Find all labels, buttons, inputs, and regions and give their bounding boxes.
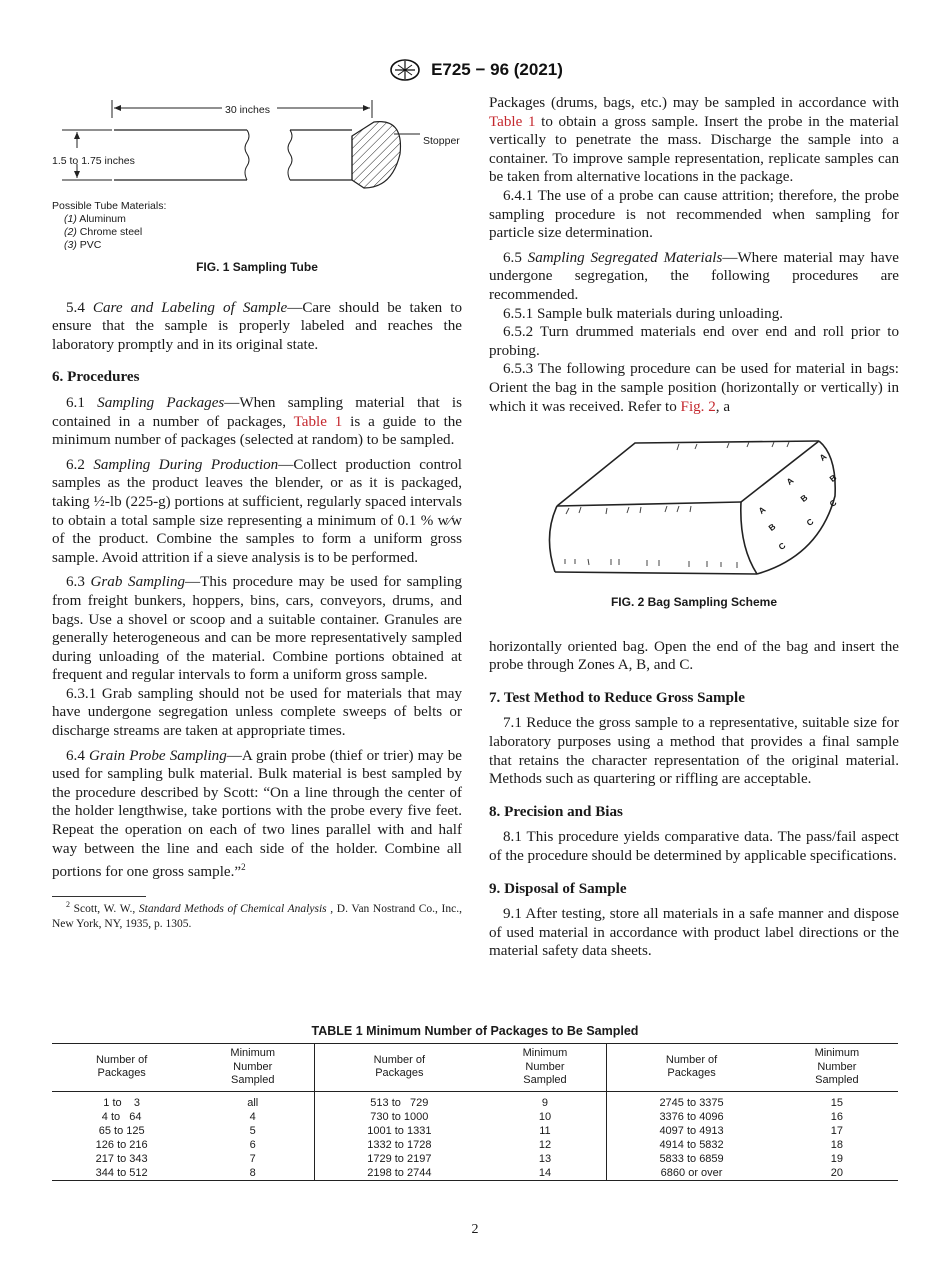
zone-a-label: A — [817, 451, 829, 463]
paragraph-6-5-2: 6.5.2 Turn drummed materials end over end and roll prior to probing. — [489, 324, 899, 359]
document-designation: E725 − 96 (2021) — [431, 60, 563, 79]
table-cell: 1001 to 1331 — [367, 1124, 432, 1137]
table-cell: 4 — [191, 1110, 314, 1124]
material-item: (3) PVC — [64, 239, 102, 251]
paragraph-6-4-1: 6.4.1 The use of a probe can cause attrition; therefore, the probe sampling procedure is not recommended when sampling for particle size determination. — [489, 187, 899, 242]
table-cell: 13 — [484, 1152, 607, 1166]
paragraph-6-4-continued: Packages (drums, bags, etc.) may be sampled in accordance with Table 1 to obtain a gross sample. Insert the probe in the material vertically to penetrate the mass. Discharge the sample into a container. To improve sample representation, replicate samples can be taken from alternative locations in the package. — [489, 95, 899, 186]
table-cell: 730 to 1000 — [370, 1110, 429, 1123]
table-cell: 217 to 343 — [95, 1152, 148, 1165]
table-header-row — [52, 1044, 898, 1092]
table-cell: 7 — [191, 1152, 314, 1166]
page-header — [0, 56, 950, 84]
table-cell: 10 — [484, 1110, 607, 1124]
right-column — [489, 94, 899, 961]
table-cell: 18 — [830, 1138, 843, 1151]
section-8-heading: 8. Precision and Bias — [489, 803, 623, 820]
paragraph-6-5-1: 6.5.1 Sample bulk materials during unloading. — [503, 305, 784, 322]
table-cell: 3376 to 4096 — [659, 1110, 724, 1123]
paragraph-8-1: 8.1 This procedure yields comparative data. The pass/fail aspect of the procedure should be determined by applicable specifications. — [489, 829, 899, 865]
column-header: Minimum Number Sampled — [814, 1047, 860, 1086]
table-cell: 8 — [191, 1166, 314, 1181]
figure-2-caption: FIG. 2 Bag Sampling Scheme — [610, 595, 778, 610]
zone-a-label: A — [784, 475, 796, 487]
table-cell: 6 — [191, 1138, 314, 1152]
table-cell: 6860 or over — [660, 1166, 723, 1179]
table-cell: 2198 to 2744 — [367, 1166, 432, 1179]
zone-b-label: B — [798, 492, 810, 504]
zone-b-label: B — [827, 472, 839, 484]
zone-b-label: B — [766, 521, 778, 533]
table-cell: 12 — [484, 1138, 607, 1152]
zone-c-label: C — [804, 516, 816, 528]
figure-1-caption: FIG. 1 Sampling Tube — [196, 260, 318, 274]
table-cell: 5 — [191, 1124, 314, 1138]
table-1-link[interactable]: Table 1 — [489, 113, 536, 130]
paragraph-6-3: 6.3 Grab Sampling—This procedure may be used for sampling from freight bunkers, hoppers, bins, cars, conveyors, drums, and bags. Use a shovel or scoop and a suitable container. Granules are generally heterogeneous and can be more representatively sampled during unloading of the material. Combine portions obtained at frequent and regular intervals to form a uniform gross sample. — [52, 574, 462, 684]
table-cell: 2745 to 3375 — [659, 1096, 724, 1109]
paragraph-7-1: 7.1 Reduce the gross sample to a representative, suitable size for laboratory purposes using a method that provides a final sample that retains the character representation of the original material. Methods such as quartering or riffling are acceptable. — [489, 715, 899, 788]
paragraph-6-1: 6.1 Sampling Packages—When sampling material that is contained in a number of packages, Table 1 is a guide to the minimum number of packages (selected at random) to be sampled. — [52, 394, 463, 449]
table-row — [52, 1166, 898, 1181]
column-header: Number of Packages — [373, 1053, 426, 1080]
table-row — [52, 1138, 898, 1152]
zone-a-label: A — [756, 504, 768, 516]
paragraph-6-2: 6.2 Sampling During Production—Collect production control samples as the product leaves the blender, or as it is packaged, taking ½-lb (225-g) portions at sufficient, regularly spaced intervals to obtain a total sample size representing a minimum of 0.1 % w⁄w of the product. Combine the samples to form a uniform gross sample. Avoid attrition if a sieve analysis is to be performed. — [52, 456, 462, 566]
column-header: Minimum Number Sampled — [191, 1044, 314, 1092]
column-header: Number of Packages — [665, 1053, 718, 1080]
table-cell: 14 — [484, 1166, 607, 1181]
section-7-heading: 7. Test Method to Reduce Gross Sample — [489, 689, 745, 706]
paragraph-6-5-3-continued: horizontally oriented bag. Open the end of the bag and insert the probe through Zones A, B, and C. — [489, 638, 899, 674]
table-cell: 344 to 512 — [95, 1166, 148, 1179]
materials-title: Possible Tube Materials: — [52, 200, 167, 212]
table-cell: 11 — [484, 1124, 607, 1138]
table-cell: 19 — [830, 1152, 843, 1165]
table-cell: 513 to 729 — [370, 1096, 429, 1109]
tube-length-label: 30 inches — [225, 104, 270, 116]
astm-logo-icon — [387, 58, 423, 82]
table-cell: 126 to 216 — [95, 1138, 148, 1151]
bag-drawing — [489, 436, 899, 591]
table-cell: 5833 to 6859 — [659, 1152, 724, 1165]
table-cell: 1 to 3 — [103, 1096, 140, 1109]
figure-1-sampling-tube — [52, 92, 462, 252]
table-cell: 9 — [484, 1091, 607, 1110]
paragraph-9-1: 9.1 After testing, store all materials in a safe manner and dispose of used material in accordance with product label directions or the material safety data sheets. — [489, 906, 899, 960]
figure-2-bag-sampling — [489, 436, 899, 591]
footnote-2: $^2$ Scott, W. W., Standard Methods of Chemical Analysis , D. Van Nostrand Co., Inc., New York, NY, 1935, p. 1305. — [52, 899, 462, 930]
left-column — [52, 92, 462, 932]
zone-c-label: C — [776, 540, 788, 552]
table-row — [52, 1110, 898, 1124]
page-number: 2 — [471, 1222, 479, 1237]
paragraph-6-5-3: 6.5.3 The following procedure can be used for material in bags: Orient the bag in the sample position (horizontally or vertically) in which it was received. Refer to Fig. 2, a — [489, 361, 899, 415]
column-header: Number of Packages — [95, 1053, 148, 1080]
table-cell: 15 — [830, 1096, 843, 1109]
tube-diameter-label: 1.5 to 1.75 inches — [52, 155, 135, 167]
tube-materials-list — [52, 200, 166, 252]
table-cell: 16 — [830, 1110, 843, 1123]
stopper-label: Stopper — [423, 135, 460, 147]
figure-2-link[interactable]: Fig. 2 — [680, 398, 716, 415]
section-9-heading: 9. Disposal of Sample — [489, 880, 627, 897]
table-cell: 1332 to 1728 — [367, 1138, 432, 1151]
table-cell: 4914 to 5832 — [659, 1138, 724, 1151]
zone-c-label: C — [827, 497, 839, 509]
material-item: (1) Aluminum — [64, 213, 126, 225]
column-header: Minimum Number Sampled — [484, 1044, 607, 1092]
table-cell: 65 to 125 — [98, 1124, 145, 1137]
table-row — [52, 1124, 898, 1138]
table-1-link[interactable]: Table 1 — [293, 413, 343, 430]
packages-table — [52, 1043, 898, 1181]
table-row — [52, 1152, 898, 1166]
table-row — [52, 1091, 898, 1110]
paragraph-5-4: 5.4 Care and Labeling of Sample—Care should be taken to ensure that the sample is properly labeled and reaches the laboratory promptly and in its original state. — [52, 299, 462, 353]
material-item: (2) Chrome steel — [64, 226, 143, 238]
paragraph-6-5: 6.5 Sampling Segregated Materials—Where material may have undergone segregation, the following procedures are recommended. — [489, 249, 899, 303]
table-cell: 20 — [830, 1166, 843, 1179]
table-cell: 4 to 64 — [101, 1110, 142, 1123]
table-cell: 17 — [830, 1124, 843, 1137]
table-cell: all — [191, 1091, 314, 1110]
paragraph-6-4: 6.4 Grain Probe Sampling—A grain probe (thief or trier) may be used for sampling bulk material. Bulk material is best sampled by the procedure described by Scott: “On a line through the center of the holder lengthwise, take portions with the probe every five feet. Repeat the operation on each of two lines parallel with and half way between the line and each side of the holder. Combine all portions for one gross sample.”$^2$ — [52, 747, 462, 881]
table-cell: 1729 to 2197 — [367, 1152, 432, 1165]
table-1-title: TABLE 1 Minimum Number of Packages to Be Sampled — [311, 1024, 639, 1038]
table-cell: 4097 to 4913 — [659, 1124, 724, 1137]
section-6-heading: 6. Procedures — [52, 369, 140, 386]
table-1 — [52, 1024, 898, 1181]
paragraph-6-3-1: 6.3.1 Grab sampling should not be used for materials that may have undergone segregation unless complete sweeps of belts or discharge streams are taken at appropriate times. — [52, 685, 462, 740]
